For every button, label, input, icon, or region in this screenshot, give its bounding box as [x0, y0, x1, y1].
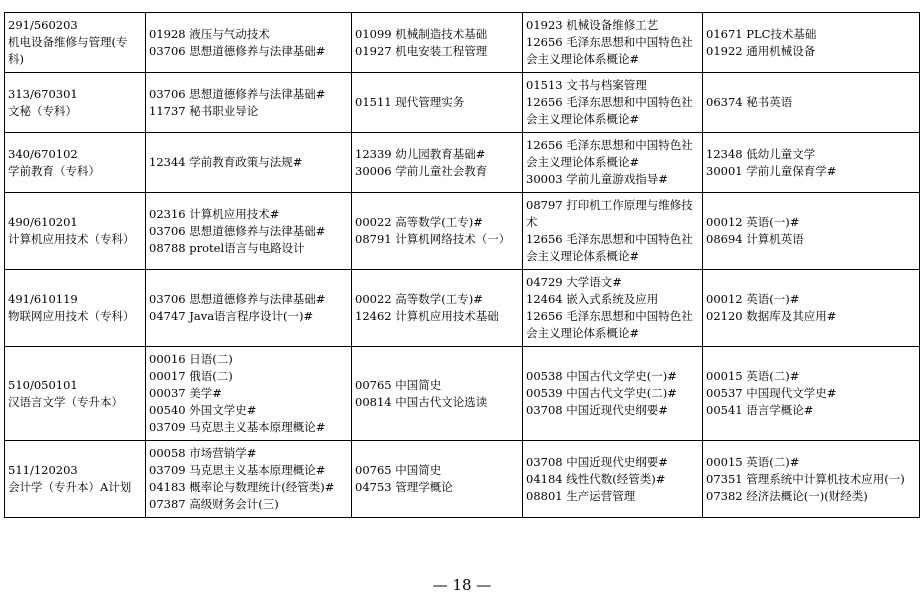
course-entry: 12656 毛泽东思想和中国特色社会主义理论体系概论# — [526, 95, 693, 126]
table-row — [5, 13, 920, 73]
table-row — [5, 270, 920, 347]
course-entry: 04183 概率论与数理统计(经管类)# — [149, 480, 335, 494]
course-entry: 08788 protel语言与电路设计 — [149, 240, 305, 255]
course-entry: 02120 数据库及其应用# — [706, 309, 837, 323]
course-cell-4 — [703, 347, 920, 441]
course-entry: 00012 英语(一)# — [706, 215, 800, 229]
course-entry: 01927 机电安装工程管理 — [355, 43, 488, 58]
course-entry: 03706 思想道德修养与法律基础# — [149, 292, 326, 306]
course-entry: 03706 思想道德修养与法律基础# — [149, 43, 326, 58]
course-cell-2 — [352, 193, 523, 270]
course-entry: 00539 中国古代文学史(二)# — [526, 386, 677, 400]
course-cell-1 — [146, 347, 352, 441]
course-entry: 12344 学前教育政策与法规# — [149, 155, 303, 169]
course-entry: 12348 低幼儿童文学 — [706, 146, 816, 161]
course-entry: 07387 高级财务会计(三) — [149, 497, 279, 511]
table-row — [5, 133, 920, 193]
course-entry: 12656 毛泽东思想和中国特色社会主义理论体系概论# — [526, 35, 693, 66]
course-cell-1 — [146, 73, 352, 133]
course-entry: 04729 大学语文# — [526, 275, 622, 289]
course-cell-3 — [523, 13, 703, 73]
major-code: 291/560203 — [8, 18, 78, 32]
course-entry: 01928 液压与气动技术 — [149, 26, 270, 41]
course-entry: 01513 文书与档案管理 — [526, 78, 647, 92]
course-cell-3 — [523, 270, 703, 347]
course-cell-4 — [703, 193, 920, 270]
course-entry: 01923 机械设备维修工艺 — [526, 18, 659, 32]
major-cell — [5, 347, 146, 441]
major-code: 313/670301 — [8, 86, 78, 101]
course-entry: 00058 市场营销学# — [149, 446, 257, 460]
course-entry: 00015 英语(二)# — [706, 369, 800, 383]
course-cell-4 — [703, 270, 920, 347]
course-entry: 01922 通用机械设备 — [706, 43, 816, 58]
course-entry: 06374 秘书英语 — [706, 95, 793, 109]
course-cell-2 — [352, 347, 523, 441]
course-entry: 03706 思想道德修养与法律基础# — [149, 223, 326, 238]
major-code: 490/610201 — [8, 215, 78, 229]
course-entry: 03708 中国近现代史纲要# — [526, 403, 668, 417]
course-cell-1 — [146, 441, 352, 518]
course-entry: 04184 线性代数(经管类)# — [526, 471, 666, 486]
major-code: 510/050101 — [8, 377, 78, 392]
course-entry: 07382 经济法概论(一)(财经类) — [706, 488, 868, 503]
course-entry: 12464 嵌入式系统及应用 — [526, 292, 659, 306]
course-entry: 08694 计算机英语 — [706, 232, 804, 246]
major-name: 文秘（专科） — [8, 103, 77, 118]
course-entry: 30003 学前儿童游戏指导# — [526, 172, 668, 186]
course-cell-4 — [703, 73, 920, 133]
course-cell-1 — [146, 270, 352, 347]
course-entry: 00037 美学# — [149, 386, 222, 400]
major-name: 物联网应用技术（专科） — [8, 309, 135, 323]
course-entry: 00541 语言学概论# — [706, 403, 814, 417]
major-name: 计算机应用技术（专科） — [8, 232, 135, 246]
major-name: 机电设备维修与管理(专科) — [8, 35, 128, 66]
major-cell — [5, 73, 146, 133]
course-cell-2 — [352, 13, 523, 73]
course-entry: 00540 外国文学史# — [149, 403, 257, 417]
course-entry: 01099 机械制造技术基础 — [355, 26, 488, 41]
course-entry: 01671 PLC技术基础 — [706, 26, 817, 41]
exam-schedule-table — [4, 12, 920, 518]
course-entry: 00015 英语(二)# — [706, 454, 800, 469]
major-name: 学前教育（专科） — [8, 163, 100, 178]
major-name: 汉语言文学（专升本） — [8, 394, 123, 409]
course-cell-2 — [352, 270, 523, 347]
course-cell-2 — [352, 441, 523, 518]
major-cell — [5, 441, 146, 518]
course-cell-3 — [523, 347, 703, 441]
course-entry: 01511 现代管理实务 — [355, 95, 465, 109]
course-entry: 12656 毛泽东思想和中国特色社会主义理论体系概论# — [526, 309, 693, 340]
course-entry: 12656 毛泽东思想和中国特色社会主义理论体系概论# — [526, 138, 693, 169]
course-entry: 00012 英语(一)# — [706, 292, 800, 306]
course-entry: 00016 日语(二) — [149, 352, 233, 366]
course-entry: 00022 高等数学(工专)# — [355, 215, 483, 229]
course-entry: 30001 学前儿童保育学# — [706, 163, 837, 178]
course-cell-2 — [352, 133, 523, 193]
course-cell-4 — [703, 13, 920, 73]
course-entry: 00765 中国简史 — [355, 463, 442, 477]
course-entry: 00017 俄语(二) — [149, 369, 233, 383]
course-cell-3 — [523, 133, 703, 193]
course-entry: 00814 中国古代文论选读 — [355, 394, 488, 409]
course-entry: 04753 管理学概论 — [355, 480, 453, 494]
course-cell-4 — [703, 441, 920, 518]
course-entry: 12339 幼儿园教育基础# — [355, 146, 486, 161]
major-code: 340/670102 — [8, 146, 78, 161]
course-cell-2 — [352, 73, 523, 133]
page-number: — 18 — — [432, 576, 492, 594]
course-entry: 30006 学前儿童社会教育 — [355, 163, 488, 178]
course-cell-1 — [146, 193, 352, 270]
course-entry: 02316 计算机应用技术# — [149, 206, 280, 221]
major-code: 511/120203 — [8, 463, 78, 477]
course-entry: 03709 马克思主义基本原理概论# — [149, 463, 326, 477]
course-entry: 08797 打印机工作原理与维修技术 — [526, 198, 693, 229]
course-entry: 03708 中国近现代史纲要# — [526, 454, 668, 469]
course-entry: 07351 管理系统中计算机技术应用(一) — [706, 471, 905, 486]
course-entry: 08801 生产运营管理 — [526, 488, 636, 503]
course-entry: 12656 毛泽东思想和中国特色社会主义理论体系概论# — [526, 232, 693, 263]
course-cell-3 — [523, 441, 703, 518]
course-entry: 04747 Java语言程序设计(一)# — [149, 309, 314, 323]
major-code: 491/610119 — [8, 292, 78, 306]
course-entry: 12462 计算机应用技术基础 — [355, 309, 499, 323]
major-cell — [5, 133, 146, 193]
major-cell — [5, 13, 146, 73]
course-entry: 03706 思想道德修养与法律基础# — [149, 86, 326, 101]
course-cell-3 — [523, 193, 703, 270]
course-cell-4 — [703, 133, 920, 193]
major-name: 会计学（专升本）A计划 — [8, 480, 132, 494]
course-entry: 08791 计算机网络技术（一） — [355, 232, 511, 246]
major-cell — [5, 193, 146, 270]
course-entry: 00022 高等数学(工专)# — [355, 292, 483, 306]
course-entry: 03709 马克思主义基本原理概论# — [149, 420, 326, 434]
table-row — [5, 347, 920, 441]
table-row — [5, 73, 920, 133]
table-row — [5, 441, 920, 518]
course-cell-1 — [146, 133, 352, 193]
course-entry: 11737 秘书职业导论 — [149, 103, 259, 118]
major-cell — [5, 270, 146, 347]
course-cell-3 — [523, 73, 703, 133]
course-cell-1 — [146, 13, 352, 73]
course-entry: 00538 中国古代文学史(一)# — [526, 369, 677, 383]
course-entry: 00537 中国现代文学史# — [706, 386, 837, 400]
course-entry: 00765 中国简史 — [355, 377, 442, 392]
table-row — [5, 193, 920, 270]
